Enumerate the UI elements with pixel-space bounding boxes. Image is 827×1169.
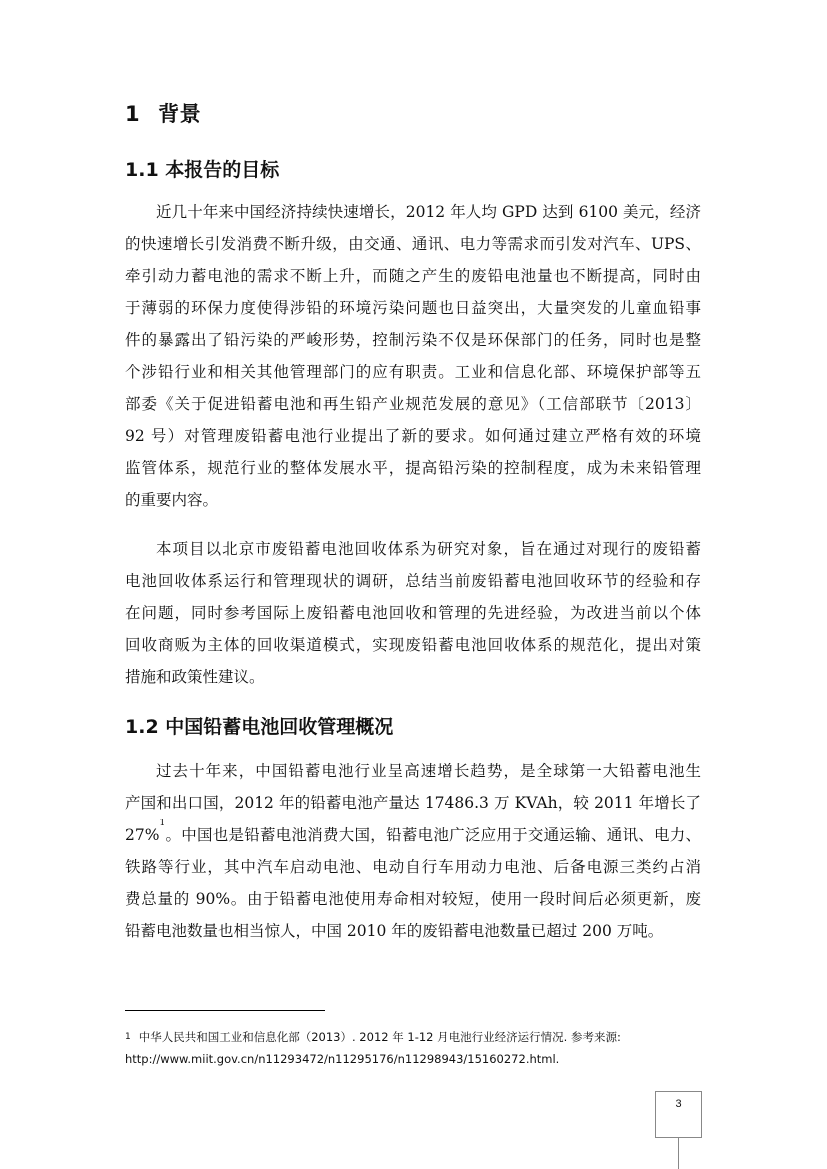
inline-text: 27%	[125, 826, 160, 844]
paragraph-line: 近几十年来中国经济持续快速增长，2012 年人均 GPD 达到 6100 美元，经济	[156, 203, 701, 221]
paragraph-line: 铁路等行业，其中汽车启动电池、电动自行车用动力电池、后备电源三类约占消	[125, 858, 701, 876]
footnote-url[interactable]: http://www.miit.gov.cn/n11293472/n11295176/n11298943/15160272.html.	[125, 1052, 560, 1066]
paragraph-line: 过去十年来，中国铅蓄电池行业呈高速增长趋势，是全球第一大铅蓄电池生	[156, 762, 701, 780]
paragraph-report-goal	[125, 196, 701, 516]
paragraph-line: 的快速增长引发消费不断升级，由交通、通讯、电力等需求而引发对汽车、UPS、	[125, 235, 701, 253]
paragraph-line: 回收商贩为主体的回收渠道模式，实现废铅蓄电池回收体系的规范化，提出对策	[125, 636, 701, 654]
chapter-title: 背景	[158, 102, 202, 126]
footnote-mark: 1	[125, 1032, 131, 1042]
paragraph-line	[125, 819, 701, 851]
paragraph-line: 的重要内容。	[125, 491, 219, 509]
footnote-citation: 中华人民共和国工业和信息化部（2013）. 2012 年 1-12 月电池行业经济运行情况. 参考来源:	[138, 1030, 621, 1044]
footnote-line	[125, 1026, 715, 1048]
chapter-number: 1	[125, 102, 141, 126]
paragraph-line: 92 号）对管理废铅蓄电池行业提出了新的要求。如何通过建立严格有效的环境	[125, 427, 701, 445]
paragraph-china-overview	[125, 755, 701, 947]
paragraph-line: 产国和出口国，2012 年的铅蓄电池产量达 17486.3 万 KVAh，较 2011 年增长了	[125, 794, 701, 812]
paragraph-line: 个涉铅行业和相关其他管理部门的应有职责。工业和信息化部、环境保护部等五	[125, 363, 701, 381]
footnote-separator	[125, 1010, 325, 1011]
chapter-heading	[125, 98, 201, 128]
paragraph-line: 在问题，同时参考国际上废铅蓄电池回收和管理的先进经验，为改进当前以个体	[125, 604, 701, 622]
inline-text: 。中国也是铅蓄电池消费大国，铅蓄电池广泛应用于交通运输、通讯、电力、	[165, 826, 701, 844]
footnote	[125, 1026, 715, 1070]
page-number: 3	[675, 1098, 682, 1110]
paragraph-line: 铅蓄电池数量也相当惊人，中国 2010 年的废铅蓄电池数量已超过 200 万吨。	[125, 922, 664, 940]
paragraph-line: 措施和政策性建议。	[125, 668, 265, 686]
paragraph-line: 本项目以北京市废铅蓄电池回收体系为研究对象，旨在通过对现行的废铅蓄	[156, 540, 701, 558]
paragraph-line: 部委《关于促进铅蓄电池和再生铅产业规范发展的意见》（工信部联节〔2013〕	[125, 395, 701, 413]
page-number-stem	[678, 1137, 679, 1169]
paragraph-project-scope	[125, 533, 701, 693]
section-heading-1-1: 1.1 本报告的目标	[125, 159, 280, 181]
section-heading-1-2: 1.2 中国铅蓄电池回收管理概况	[125, 716, 394, 738]
paragraph-line: 监管体系，规范行业的整体发展水平，提高铅污染的控制程度，成为未来铅管理	[125, 459, 701, 477]
paragraph-line: 电池回收体系运行和管理现状的调研，总结当前废铅蓄电池回收环节的经验和存	[125, 572, 701, 590]
page-number-box	[655, 1091, 702, 1138]
paragraph-line: 费总量的 90%。由于铅蓄电池使用寿命相对较短，使用一段时间后必须更新，废	[125, 890, 701, 908]
paragraph-line: 于薄弱的环保力度使得涉铅的环境污染问题也日益突出，大量突发的儿童血铅事	[125, 299, 701, 317]
paragraph-line: 件的暴露出了铅污染的严峻形势，控制污染不仅是环保部门的任务，同时也是整	[125, 331, 701, 349]
paragraph-line: 牵引动力蓄电池的需求不断上升，而随之产生的废铅电池量也不断提高，同时由	[125, 267, 701, 285]
footnote-reference[interactable]: 1	[159, 819, 166, 828]
